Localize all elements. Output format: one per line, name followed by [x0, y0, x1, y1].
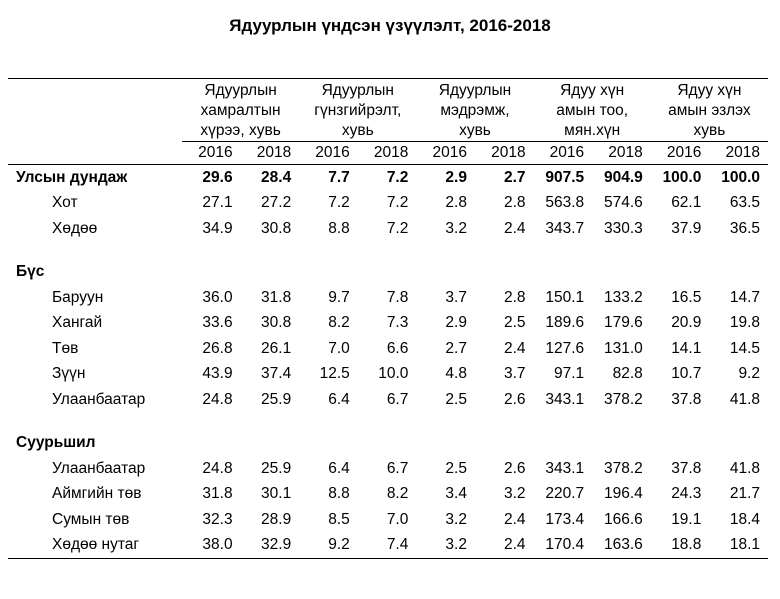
data-cell: 6.7 — [386, 390, 409, 408]
data-cell: 2.5 — [504, 314, 526, 332]
data-cell: 19.1 — [671, 510, 702, 528]
data-cell: 37.9 — [671, 219, 702, 237]
data-cell: 170.4 — [534, 533, 593, 559]
year-header: 2018 — [709, 142, 768, 165]
data-cell: 3.4 — [445, 485, 467, 503]
data-cell: 3.7 — [504, 365, 526, 383]
data-cell: 904.9 — [603, 168, 643, 186]
data-cell — [475, 260, 534, 286]
data-cell: 163.6 — [592, 533, 651, 559]
data-cell: 28.4 — [261, 168, 292, 186]
data-cell: 21.7 — [729, 485, 760, 503]
table-row — [8, 482, 768, 508]
table-row — [8, 216, 768, 242]
data-cell: 7.2 — [386, 168, 409, 186]
data-cell: 20.9 — [671, 314, 702, 332]
spacer-row — [8, 242, 768, 260]
data-cell: 8.5 — [328, 510, 350, 528]
data-cell: 7.8 — [386, 288, 409, 306]
section-row — [8, 260, 768, 286]
data-cell: 330.3 — [603, 219, 643, 237]
column-group-header-line: хувь — [459, 122, 491, 139]
column-group-header-line: хувь — [341, 122, 374, 139]
data-cell — [182, 260, 241, 286]
row-label: Хот — [52, 194, 78, 212]
row-label: Сумын төв — [52, 510, 130, 528]
data-cell: 8.2 — [328, 314, 350, 332]
data-cell: 2.7 — [504, 168, 526, 186]
data-cell: 37.8 — [671, 390, 702, 408]
data-cell — [299, 260, 358, 286]
data-cell: 19.8 — [729, 314, 760, 332]
data-cell: 2.4 — [475, 533, 534, 559]
column-group-header-line: хамралтын — [200, 102, 281, 119]
column-group-header-line: Ядуурлын — [321, 82, 394, 99]
data-cell: 7.2 — [328, 194, 350, 212]
data-cell: 12.5 — [319, 365, 350, 383]
data-cell: 166.6 — [603, 510, 643, 528]
data-cell: 2.9 — [445, 168, 467, 186]
data-cell — [709, 431, 768, 457]
column-group-header-line: Ядуу хүн — [677, 82, 742, 99]
data-cell: 150.1 — [545, 288, 585, 306]
data-cell: 16.5 — [671, 288, 702, 306]
column-group-header-line: хувь — [693, 122, 726, 139]
data-cell: 43.9 — [202, 365, 233, 383]
data-cell: 18.4 — [729, 510, 760, 528]
year-header: 2016 — [651, 142, 710, 165]
data-cell: 127.6 — [545, 339, 585, 357]
row-label: Суурьшил — [16, 434, 96, 452]
row-label: Улаанбаатар — [52, 459, 146, 477]
data-cell: 100.0 — [662, 168, 702, 186]
data-cell: 41.8 — [729, 459, 760, 477]
data-cell: 189.6 — [545, 314, 585, 332]
table-row — [8, 336, 768, 362]
column-group-header-line: Ядуурлын — [438, 82, 512, 99]
column-group-header-line: хүрээ, хувь — [200, 122, 281, 139]
data-cell: 563.8 — [545, 194, 585, 212]
data-cell: 82.8 — [612, 365, 643, 383]
row-label: Хангай — [52, 314, 103, 332]
data-cell: 25.9 — [261, 390, 292, 408]
data-cell: 27.1 — [202, 194, 233, 212]
data-cell — [592, 260, 651, 286]
year-header: 2018 — [241, 142, 300, 165]
year-header: 2018 — [358, 142, 417, 165]
data-cell: 28.9 — [261, 510, 292, 528]
column-group-header-line: амын тоо, — [556, 102, 629, 119]
data-cell: 7.3 — [386, 314, 409, 332]
data-cell: 2.6 — [504, 459, 526, 477]
data-cell: 2.5 — [445, 459, 467, 477]
row-label: Хөдөө нутаг — [8, 533, 182, 559]
data-cell: 7.2 — [386, 219, 409, 237]
spacer-row — [8, 413, 768, 431]
data-cell: 37.4 — [261, 365, 292, 383]
data-cell: 26.1 — [261, 339, 292, 357]
data-cell: 173.4 — [545, 510, 585, 528]
data-cell — [651, 431, 710, 457]
header-corner — [8, 79, 182, 142]
data-cell — [241, 260, 300, 286]
data-cell: 100.0 — [721, 168, 760, 186]
data-cell: 18.1 — [709, 533, 768, 559]
data-cell — [182, 431, 241, 457]
data-cell: 133.2 — [603, 288, 643, 306]
column-group-header-line: мэдрэмж, — [440, 102, 510, 119]
data-cell: 10.7 — [671, 365, 702, 383]
data-cell: 2.8 — [445, 194, 467, 212]
data-cell: 30.8 — [261, 219, 292, 237]
data-cell: 37.8 — [671, 459, 702, 477]
data-cell: 2.5 — [445, 390, 467, 408]
header-group-row — [8, 79, 768, 142]
data-cell: 8.2 — [386, 485, 409, 503]
data-cell: 2.7 — [445, 339, 467, 357]
table-row — [8, 311, 768, 337]
header-corner-blank — [8, 142, 182, 165]
data-cell: 14.1 — [671, 339, 702, 357]
year-header: 2018 — [592, 142, 651, 165]
data-cell — [592, 431, 651, 457]
data-cell: 30.1 — [261, 485, 292, 503]
table-title: Ядуурлын үндсэн үзүүлэлт, 2016-2018 — [229, 16, 551, 35]
data-cell: 29.6 — [202, 168, 233, 186]
column-group-header-line: Ядуу хүн — [560, 82, 625, 99]
data-cell — [475, 431, 534, 457]
data-cell — [241, 431, 300, 457]
data-cell: 2.6 — [504, 390, 526, 408]
data-cell: 179.6 — [603, 314, 643, 332]
data-cell: 3.2 — [445, 510, 467, 528]
data-cell: 7.0 — [386, 510, 409, 528]
year-header: 2016 — [534, 142, 593, 165]
data-cell: 907.5 — [545, 168, 585, 186]
data-cell: 31.8 — [261, 288, 292, 306]
table-row — [8, 191, 768, 217]
row-label: Бүс — [16, 263, 45, 281]
column-group-header-line: Ядуурлын — [204, 82, 277, 99]
total-row — [8, 165, 768, 191]
row-label: Улсын дундаж — [16, 168, 128, 186]
data-cell: 196.4 — [603, 485, 643, 503]
data-cell: 14.7 — [729, 288, 760, 306]
data-cell: 2.4 — [504, 339, 526, 357]
data-cell: 2.8 — [504, 288, 526, 306]
data-cell — [416, 260, 475, 286]
data-cell: 9.2 — [299, 533, 358, 559]
data-cell: 7.0 — [328, 339, 350, 357]
data-cell: 3.2 — [504, 485, 526, 503]
data-cell: 63.5 — [729, 194, 760, 212]
data-cell: 24.8 — [202, 459, 233, 477]
data-cell: 97.1 — [553, 365, 585, 383]
column-group-header — [534, 79, 651, 142]
data-cell: 6.7 — [386, 459, 409, 477]
column-group-header — [651, 79, 768, 142]
data-cell — [358, 260, 417, 286]
data-cell: 343.1 — [545, 459, 585, 477]
table-row — [8, 387, 768, 413]
data-cell: 220.7 — [545, 485, 585, 503]
column-group-header — [299, 79, 416, 142]
table-body — [8, 165, 768, 559]
data-cell — [299, 431, 358, 457]
data-cell: 25.9 — [261, 459, 292, 477]
column-group-header-line: мян.хүн — [564, 122, 621, 139]
data-cell: 14.5 — [729, 339, 760, 357]
data-cell — [709, 260, 768, 286]
data-cell: 2.9 — [445, 314, 467, 332]
table-row — [8, 456, 768, 482]
section-row — [8, 431, 768, 457]
data-cell: 9.7 — [328, 288, 350, 306]
row-label: Улаанбаатар — [52, 390, 146, 408]
column-group-header-line: амын эзлэх — [668, 102, 751, 119]
spacer-cell — [8, 413, 768, 431]
data-cell — [358, 431, 417, 457]
data-cell: 131.0 — [603, 339, 643, 357]
data-cell: 343.7 — [545, 219, 585, 237]
data-cell: 36.5 — [729, 219, 760, 237]
data-cell: 4.8 — [445, 365, 467, 383]
row-label: Аймгийн төв — [52, 485, 142, 503]
data-cell: 6.6 — [386, 339, 409, 357]
row-label: Зүүн — [52, 365, 86, 383]
data-cell: 2.4 — [504, 219, 526, 237]
data-cell: 378.2 — [603, 390, 643, 408]
data-cell: 27.2 — [261, 194, 292, 212]
table-row — [8, 285, 768, 311]
data-cell: 7.7 — [328, 168, 350, 186]
data-cell: 7.4 — [358, 533, 417, 559]
data-cell: 343.1 — [545, 390, 585, 408]
data-cell: 30.8 — [261, 314, 292, 332]
data-cell: 3.7 — [445, 288, 467, 306]
data-cell: 378.2 — [603, 459, 643, 477]
data-cell: 9.2 — [738, 365, 760, 383]
data-cell: 26.8 — [202, 339, 233, 357]
row-label: Хөдөө — [52, 219, 98, 237]
data-cell: 31.8 — [202, 485, 233, 503]
data-cell: 7.2 — [386, 194, 409, 212]
data-cell — [651, 260, 710, 286]
data-cell: 24.3 — [671, 485, 702, 503]
data-cell: 38.0 — [182, 533, 241, 559]
data-cell: 574.6 — [603, 194, 643, 212]
data-cell: 3.2 — [416, 533, 475, 559]
data-cell: 33.6 — [202, 314, 233, 332]
data-cell: 32.3 — [202, 510, 233, 528]
data-cell: 24.8 — [202, 390, 233, 408]
table-row — [8, 362, 768, 388]
table-row — [8, 507, 768, 533]
row-label: Баруун — [52, 288, 104, 306]
year-header: 2016 — [416, 142, 475, 165]
data-cell: 34.9 — [202, 219, 233, 237]
year-header: 2016 — [182, 142, 241, 165]
data-cell: 10.0 — [378, 365, 409, 383]
data-cell: 32.9 — [241, 533, 300, 559]
year-header: 2018 — [475, 142, 534, 165]
table-row — [8, 533, 768, 559]
data-cell: 18.8 — [651, 533, 710, 559]
data-cell: 41.8 — [729, 390, 760, 408]
data-cell: 36.0 — [202, 288, 233, 306]
data-cell: 8.8 — [328, 485, 350, 503]
column-group-header-line: гүнзгийрэлт, — [314, 102, 402, 119]
data-cell: 6.4 — [328, 390, 350, 408]
spacer-cell — [8, 242, 768, 260]
header-year-row — [8, 142, 768, 165]
data-cell — [416, 431, 475, 457]
data-cell: 6.4 — [328, 459, 350, 477]
row-label: Төв — [52, 339, 79, 357]
year-header: 2016 — [299, 142, 358, 165]
data-cell: 2.4 — [504, 510, 526, 528]
data-cell: 2.8 — [504, 194, 526, 212]
poverty-table — [8, 78, 768, 559]
data-cell — [534, 260, 593, 286]
column-group-header — [182, 79, 299, 142]
data-cell: 8.8 — [328, 219, 350, 237]
data-cell — [534, 431, 593, 457]
data-cell: 62.1 — [671, 194, 702, 212]
data-cell: 3.2 — [445, 219, 467, 237]
column-group-header — [416, 79, 533, 142]
